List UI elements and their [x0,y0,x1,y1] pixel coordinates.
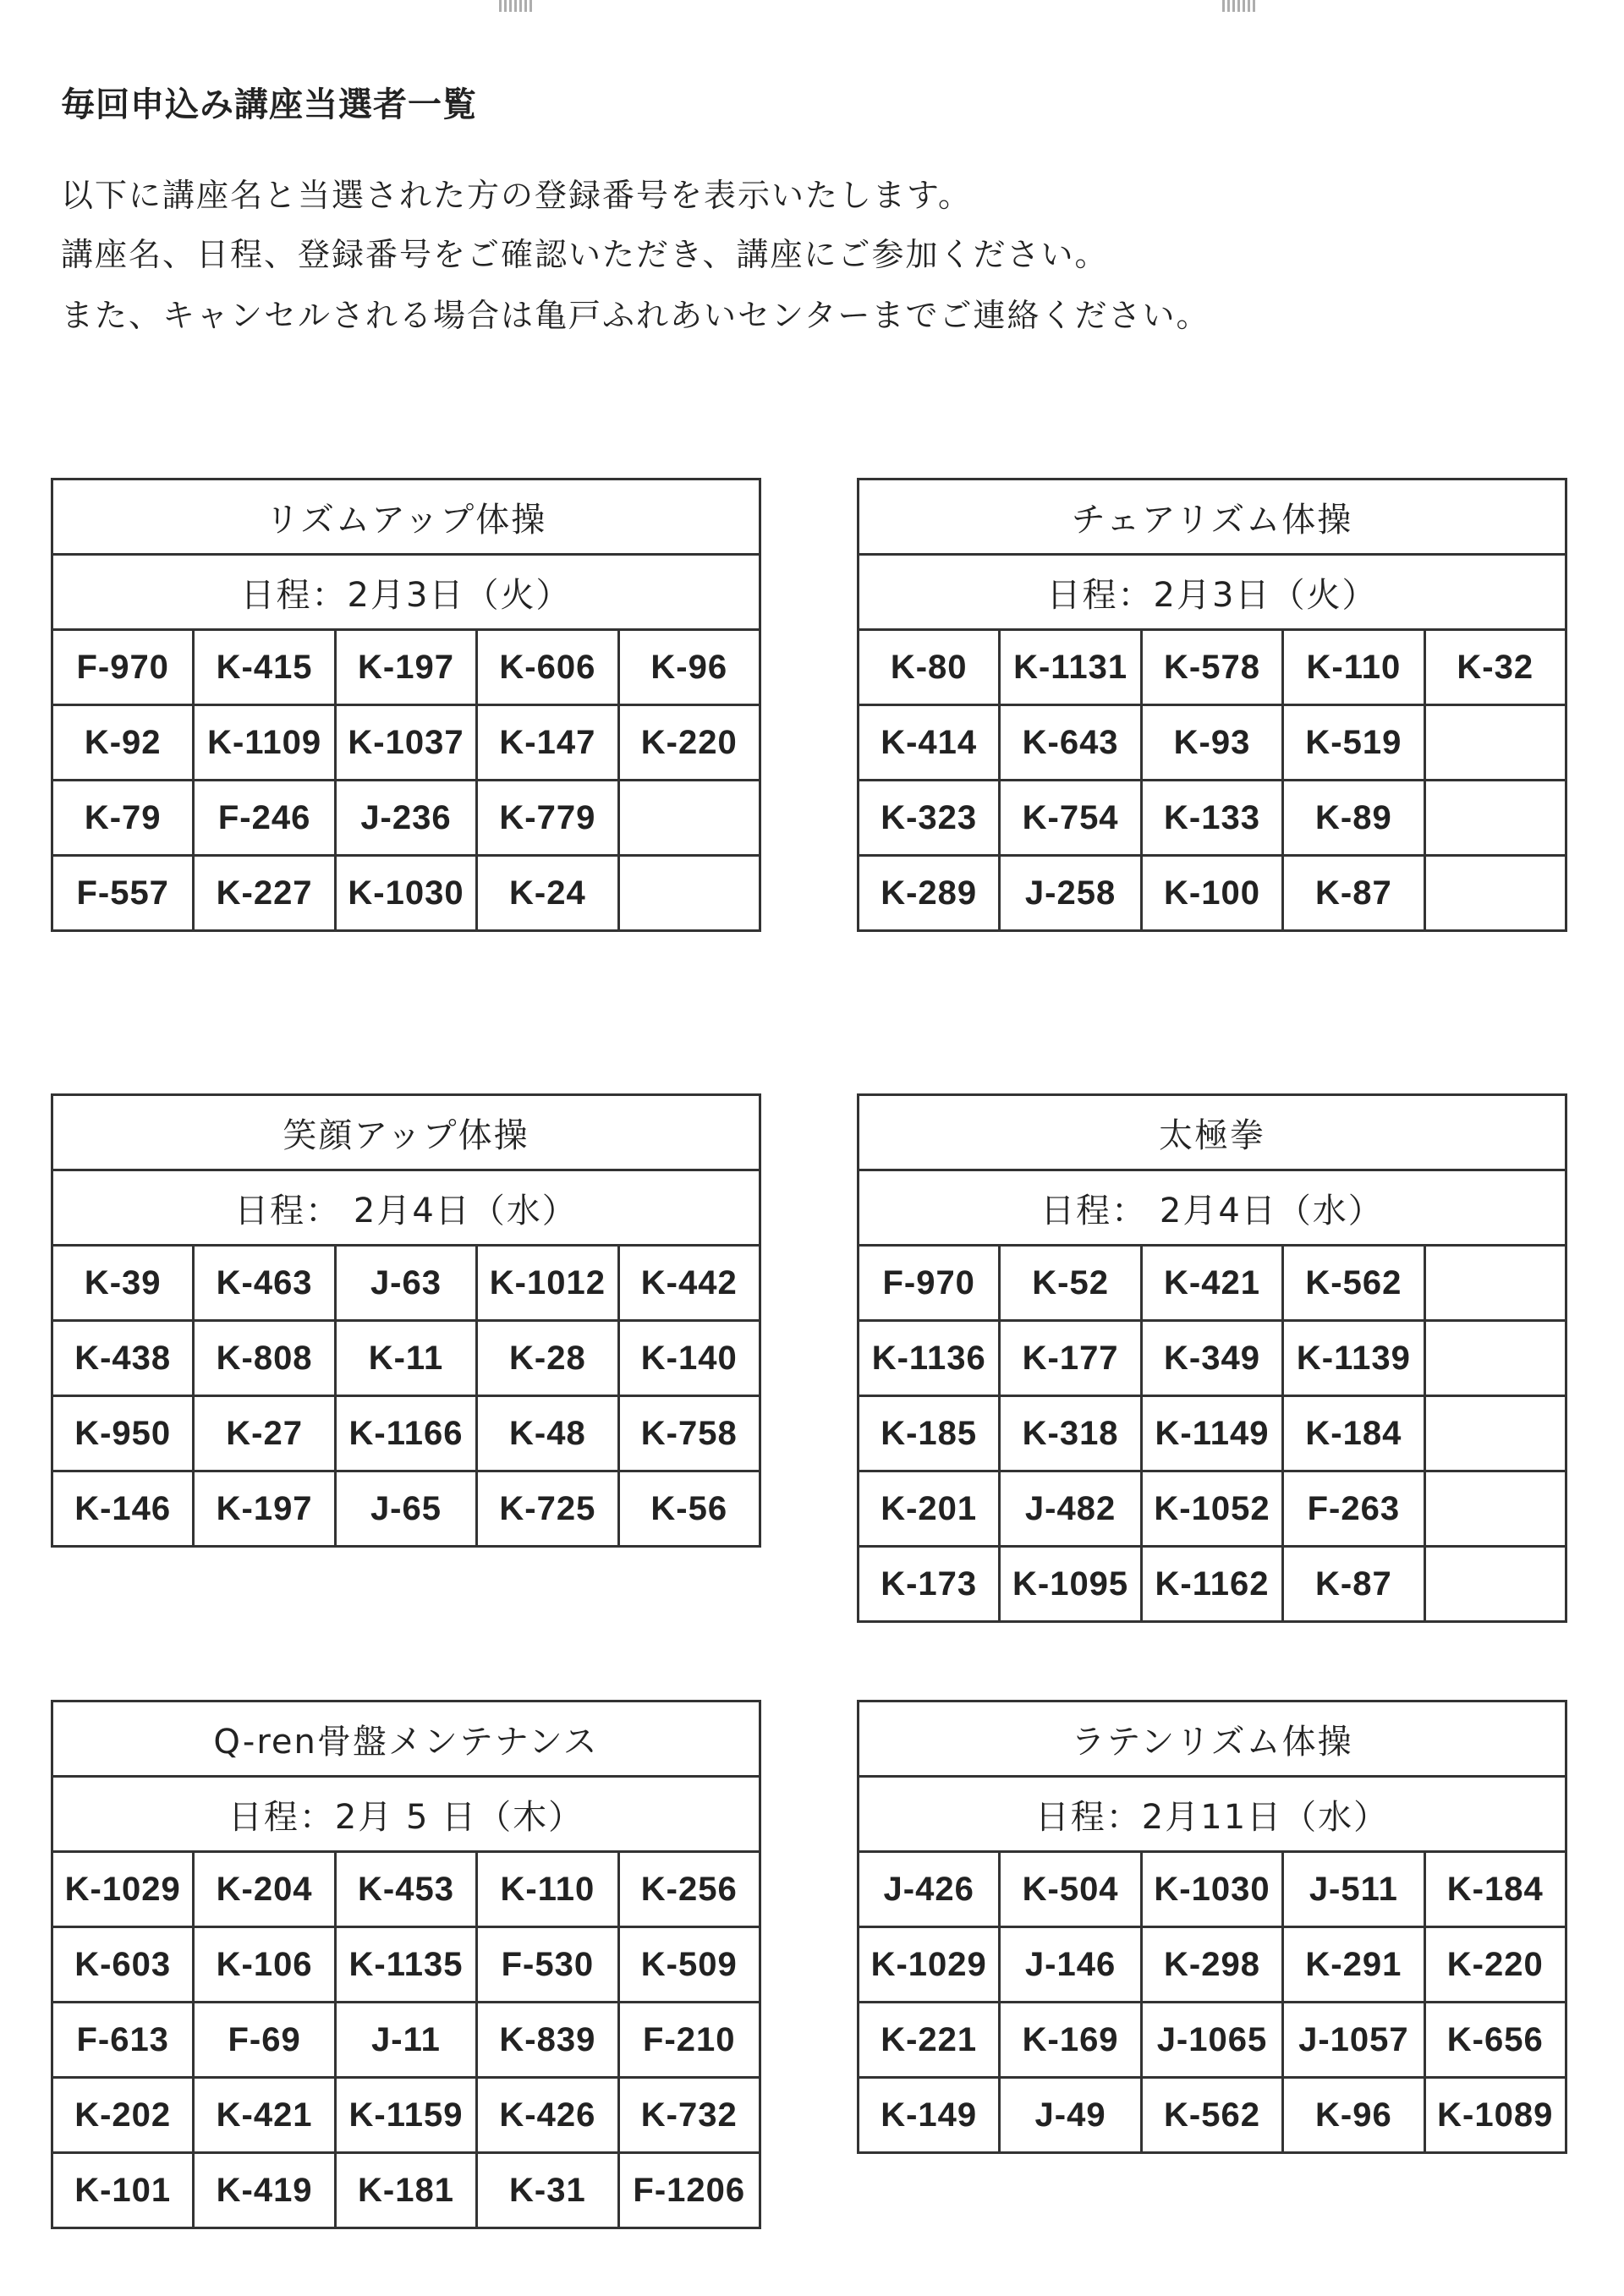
table-row [52,856,760,931]
intro-line: また、キャンセルされる場合は亀戸ふれあいセンターまでご連絡ください。 [61,297,1210,334]
registration-number [1424,856,1566,931]
course-name: Q-ren骨盤メンテナンス [52,1701,760,1777]
table-row [52,1321,760,1396]
course-name: ラテンリズム体操 [859,1701,1566,1777]
winners-table [51,1093,761,1548]
registration-number: K-509 [618,1927,760,2003]
registration-number: K-173 [859,1547,1000,1622]
registration-number: F-530 [477,1927,618,2003]
registration-number: K-93 [1141,705,1282,781]
registration-number: K-256 [618,1852,760,1927]
registration-number: K-1109 [194,705,335,781]
registration-number: K-87 [1283,1547,1424,1622]
registration-number: K-839 [477,2003,618,2078]
registration-number: K-48 [477,1396,618,1471]
table-row [859,2078,1566,2153]
registration-number: K-220 [1424,1927,1566,2003]
registration-number: K-1030 [335,856,476,931]
intro-line: 講座名、日程、登録番号をご確認いただき、講座にご参加ください。 [61,236,1109,273]
table-row [859,1547,1566,1622]
registration-number: F-970 [859,1246,1000,1321]
registration-number: K-185 [859,1396,1000,1471]
registration-number: K-442 [618,1246,760,1321]
registration-number: K-578 [1141,630,1282,705]
registration-number: K-419 [194,2153,335,2228]
registration-number: K-504 [1000,1852,1141,1927]
registration-number: K-39 [52,1246,194,1321]
registration-number: K-754 [1000,781,1141,856]
course-date: 日程： 2月4日（水） [52,1170,760,1246]
registration-number [618,856,760,931]
registration-number: J-146 [1000,1927,1141,2003]
registration-number: K-80 [859,630,1000,705]
course-date: 日程：2月 5 日（木） [52,1777,760,1852]
registration-number: K-11 [335,1321,476,1396]
registration-number: K-1149 [1141,1396,1282,1471]
registration-number: K-100 [1141,856,1282,931]
registration-number: K-177 [1000,1321,1141,1396]
registration-number: K-323 [859,781,1000,856]
table-row [52,1396,760,1471]
scan-mark [1222,0,1256,12]
registration-number: K-52 [1000,1246,1141,1321]
registration-number: K-1029 [52,1852,194,1927]
registration-number: K-1135 [335,1927,476,2003]
table-row [859,705,1566,781]
registration-number: K-201 [859,1471,1000,1547]
registration-number: K-779 [477,781,618,856]
registration-number: K-56 [618,1471,760,1547]
registration-number: K-606 [477,630,618,705]
registration-number: K-562 [1283,1246,1424,1321]
registration-number: F-1206 [618,2153,760,2228]
registration-number: K-291 [1283,1927,1424,2003]
registration-number [1424,1396,1566,1471]
registration-number: J-511 [1283,1852,1424,1927]
registration-number: K-140 [618,1321,760,1396]
table-row [52,2003,760,2078]
registration-number: K-453 [335,1852,476,1927]
registration-number: K-1089 [1424,2078,1566,2153]
registration-number: K-220 [618,705,760,781]
registration-number: F-69 [194,2003,335,2078]
winners-table [857,478,1567,932]
registration-number: K-421 [194,2078,335,2153]
table-row [52,1927,760,2003]
registration-number: K-184 [1283,1396,1424,1471]
registration-number: F-613 [52,2003,194,2078]
winners-table [857,1093,1567,1623]
scan-mark [499,0,533,12]
registration-number: K-1139 [1283,1321,1424,1396]
registration-number: K-414 [859,705,1000,781]
registration-number: K-1131 [1000,630,1141,705]
registration-number [1424,1246,1566,1321]
table-row [859,1927,1566,2003]
registration-number: J-63 [335,1246,476,1321]
course-date: 日程：2月3日（火） [859,555,1566,630]
table-row [859,1396,1566,1471]
winners-table [51,1700,761,2229]
table-row [52,2078,760,2153]
intro-line: 以下に講座名と当選された方の登録番号を表示いたします。 [61,177,972,214]
table-row [859,1471,1566,1547]
registration-number [618,781,760,856]
registration-number: J-258 [1000,856,1141,931]
winners-table [857,1700,1567,2154]
registration-number: K-146 [52,1471,194,1547]
registration-number: K-204 [194,1852,335,1927]
registration-number: K-732 [618,2078,760,2153]
registration-number: K-1052 [1141,1471,1282,1547]
registration-number: K-289 [859,856,1000,931]
registration-number: F-246 [194,781,335,856]
table-row [52,781,760,856]
registration-number: K-110 [477,1852,618,1927]
registration-number: K-110 [1283,630,1424,705]
table-row [52,630,760,705]
registration-number [1424,1547,1566,1622]
registration-number: K-1162 [1141,1547,1282,1622]
registration-number: K-1029 [859,1927,1000,2003]
registration-number: K-463 [194,1246,335,1321]
registration-number: K-656 [1424,2003,1566,2078]
registration-number: K-1159 [335,2078,476,2153]
registration-number: K-725 [477,1471,618,1547]
registration-number: K-562 [1141,2078,1282,2153]
registration-number: J-49 [1000,2078,1141,2153]
course-date: 日程：2月3日（火） [52,555,760,630]
registration-number: K-318 [1000,1396,1141,1471]
table-row [859,1246,1566,1321]
course-name: 太極拳 [859,1095,1566,1170]
course-date: 日程：2月11日（水） [859,1777,1566,1852]
registration-number: K-1166 [335,1396,476,1471]
registration-number: K-197 [335,630,476,705]
registration-number: K-1037 [335,705,476,781]
registration-number: K-181 [335,2153,476,2228]
registration-number: J-1065 [1141,2003,1282,2078]
registration-number: K-438 [52,1321,194,1396]
registration-number: K-1030 [1141,1852,1282,1927]
registration-number: K-89 [1283,781,1424,856]
table-row [859,630,1566,705]
page-title: 毎回申込み講座当選者一覧 [61,85,477,124]
registration-number: K-106 [194,1927,335,2003]
registration-number: K-24 [477,856,618,931]
registration-number: J-482 [1000,1471,1141,1547]
registration-number: K-149 [859,2078,1000,2153]
registration-number: K-1095 [1000,1547,1141,1622]
registration-number: K-202 [52,2078,194,2153]
table-row [52,1246,760,1321]
registration-number: K-758 [618,1396,760,1471]
registration-number: J-1057 [1283,2003,1424,2078]
registration-number: K-519 [1283,705,1424,781]
registration-number: K-27 [194,1396,335,1471]
table-row [859,1852,1566,1927]
registration-number: J-236 [335,781,476,856]
table-row [859,856,1566,931]
registration-number: K-28 [477,1321,618,1396]
registration-number: J-65 [335,1471,476,1547]
registration-number: K-349 [1141,1321,1282,1396]
registration-number: K-415 [194,630,335,705]
registration-number: K-426 [477,2078,618,2153]
registration-number [1424,1321,1566,1396]
registration-number: K-298 [1141,1927,1282,2003]
registration-number: K-169 [1000,2003,1141,2078]
registration-number: K-133 [1141,781,1282,856]
table-row [52,1852,760,1927]
course-name: 笑顔アップ体操 [52,1095,760,1170]
registration-number: K-92 [52,705,194,781]
registration-number: K-79 [52,781,194,856]
registration-number: K-31 [477,2153,618,2228]
registration-number: K-421 [1141,1246,1282,1321]
course-name: チェアリズム体操 [859,479,1566,555]
registration-number [1424,705,1566,781]
registration-number: K-643 [1000,705,1141,781]
course-name: リズムアップ体操 [52,479,760,555]
registration-number: K-32 [1424,630,1566,705]
registration-number: F-263 [1283,1471,1424,1547]
registration-number: K-808 [194,1321,335,1396]
registration-number [1424,1471,1566,1547]
table-row [859,781,1566,856]
registration-number: J-11 [335,2003,476,2078]
table-row [52,2153,760,2228]
registration-number [1424,781,1566,856]
registration-number: K-221 [859,2003,1000,2078]
registration-number: K-950 [52,1396,194,1471]
registration-number: F-210 [618,2003,760,2078]
table-row [859,1321,1566,1396]
registration-number: K-87 [1283,856,1424,931]
registration-number: J-426 [859,1852,1000,1927]
registration-number: K-96 [1283,2078,1424,2153]
registration-number: F-970 [52,630,194,705]
registration-number: K-1012 [477,1246,618,1321]
registration-number: K-227 [194,856,335,931]
table-row [52,705,760,781]
course-date: 日程： 2月4日（水） [859,1170,1566,1246]
registration-number: K-101 [52,2153,194,2228]
table-row [52,1471,760,1547]
winners-table [51,478,761,932]
registration-number: K-96 [618,630,760,705]
registration-number: K-197 [194,1471,335,1547]
registration-number: F-557 [52,856,194,931]
registration-number: K-147 [477,705,618,781]
registration-number: K-184 [1424,1852,1566,1927]
table-row [859,2003,1566,2078]
registration-number: K-603 [52,1927,194,2003]
registration-number: K-1136 [859,1321,1000,1396]
